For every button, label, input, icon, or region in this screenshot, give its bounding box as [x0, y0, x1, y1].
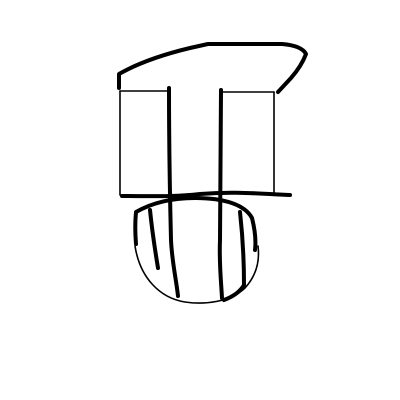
- top-cap-stroke: [119, 44, 306, 92]
- horizontal-crossbar: [122, 193, 290, 196]
- bowl-right-inner-stroke: [224, 212, 244, 300]
- lower-bowl-outline: [135, 246, 258, 303]
- bowl-left-inner-stroke: [150, 210, 158, 268]
- left-vertical-bar: [169, 88, 178, 296]
